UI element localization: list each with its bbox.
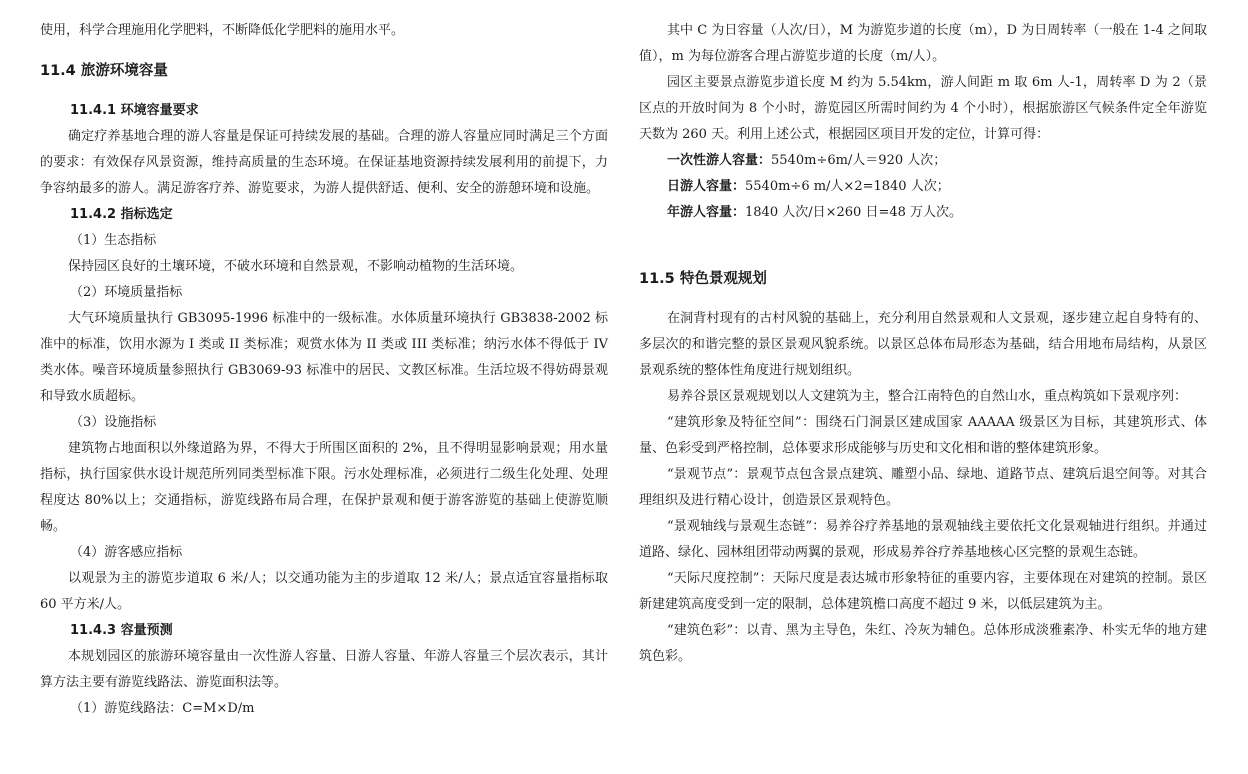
paragraph: “天际尺度控制”：天际尺度是表达城市形象特征的重要内容，主要体现在对建筑的控制。景区新建建筑高度受到一定的限制，总体建筑檐口高度不超过 9 米，以低层建筑为主。 [639, 571, 1207, 612]
paragraph: 建筑物占地面积以外缘道路为界，不得大于所围区面积的 2%，且不得明显影响景观；用水量指标，执行国家供水设计规范所列同类型标准下限。污水处理标准，必须进行二级生化处理、处理程度达 80%以上；交通指标，游览线路布局合理，在保护景观和便于游客游览的基础上使游览顺畅。 [40, 441, 608, 534]
section-heading-11-5: 11.5 特色景观规划 [639, 271, 767, 287]
list-item: （1）游览线路法：C=M×D/m [70, 701, 255, 716]
list-item: （2）环境质量指标 [70, 285, 183, 300]
paragraph: 使用，科学合理施用化学肥料，不断降低化学肥料的施用水平。 [40, 23, 405, 38]
paragraph: 以观景为主的游览步道取 6 米/人；以交通功能为主的步道取 12 米/人；景点适宜容量指标取 60 平方米/人。 [40, 571, 608, 612]
paragraph: “景观轴线与景观生态链”：易养谷疗养基地的景观轴线主要依托文化景观轴进行组织。并通过道路、绿化、园林组团带动两翼的景观，形成易养谷疗养基地核心区完整的景观生态链。 [639, 519, 1207, 560]
paragraph: 易养谷景区景观规划以人文建筑为主，整合江南特色的自然山水，重点构筑如下景观序列： [667, 389, 1188, 404]
capacity-label: 一次性游人容量： [667, 153, 772, 168]
subsection-heading-11-4-2: 11.4.2 指标选定 [70, 207, 173, 222]
list-item: （3）设施指标 [70, 415, 157, 430]
paragraph: 大气环境质量执行 GB3095-1996 标准中的一级标准。水体质量环境执行 GB3838-2002 标准中的标准，饮用水源为 I 类或 II 类标准；观赏水体为 II 类或 III 类标准；纳污水体不得低于 IV 类水体。噪音环境质量参照执行 GB3069-93 标准中的居民、文教区标准。生活垃圾不得妨碍景观和导致水质超标。 [40, 311, 608, 404]
paragraph: 园区主要景点游览步道长度 M 约为 5.54km，游人间距 m 取 6m 人-1，周转率 D 为 2（景区点的开放时间为 8 个小时，游览园区所需时间约为 4 个小时），根据旅游区气候条件定全年游览天数为 260 天。利用上述公式，根据园区项目开发的定位，计算可得： [639, 75, 1207, 142]
paragraph: 确定疗养基地合理的游人容量是保证可持续发展的基础。合理的游人容量应同时满足三个方面的要求：有效保存风景资源，维持高质量的生态环境。在保证基地资源持续发展利用的前提下，力争容纳最多的游人。满足游客疗养、游览要求，为游人提供舒适、便利、安全的游憩环境和设施。 [40, 129, 608, 196]
paragraph: 在洞背村现有的古村风貌的基础上，充分利用自然景观和人文景观，逐步建立起自身特有的、多层次的和谐完整的景区景观风貌系统。以景区总体布局形态为基础，结合用地布局结构，从景区景观系统的整体性角度进行规划组织。 [639, 311, 1207, 378]
capacity-value: 5540m÷6m/人＝920 人次； [771, 153, 947, 168]
capacity-line-daily [639, 174, 1207, 200]
paragraph: 本规划园区的旅游环境容量由一次性游人容量、日游人容量、年游人容量三个层次表示，其计算方法主要有游览线路法、游览面积法等。 [40, 649, 608, 690]
paragraph: 保持园区良好的土壤环境，不破水环境和自然景观，不影响动植物的生活环境。 [68, 259, 524, 274]
paragraph: 其中 C 为日容量（人次/日），M 为游览步道的长度（m），D 为日周转率（一般在 1-4 之间取值），m 为每位游客合理占游览步道的长度（m/人）。 [639, 23, 1207, 64]
list-item: （1）生态指标 [70, 233, 157, 248]
paragraph: “建筑色彩”：以青、黑为主导色，朱红、冷灰为辅色。总体形成淡雅素净、朴实无华的地方建筑色彩。 [639, 623, 1207, 664]
capacity-value: 5540m÷6 m/人×2=1840 人次； [745, 179, 950, 194]
left-column [40, 18, 608, 722]
subsection-heading-11-4-3: 11.4.3 容量预测 [70, 623, 173, 638]
right-column [639, 18, 1207, 670]
capacity-value: 1840 人次/日×260 日=48 万人次。 [745, 205, 963, 220]
section-heading-11-4: 11.4 旅游环境容量 [40, 63, 168, 79]
paragraph: “建筑形象及特征空间”：围绕石门洞景区建成国家 AAAAA 级景区为目标，其建筑形式、体量、色彩受到严格控制，总体要求形成能够与历史和文化相和谐的整体建筑形象。 [639, 415, 1207, 456]
capacity-label: 年游人容量： [667, 205, 746, 220]
capacity-line-annual [639, 200, 1207, 226]
list-item: （4）游客感应指标 [70, 545, 183, 560]
paragraph: “景观节点”：景观节点包含景点建筑、雕塑小品、绿地、道路节点、建筑后退空间等。对其合理组织及进行精心设计，创造景区景观特色。 [639, 467, 1207, 508]
subsection-heading-11-4-1: 11.4.1 环境容量要求 [70, 103, 199, 118]
capacity-label: 日游人容量： [667, 179, 746, 194]
capacity-line-once [639, 148, 1207, 174]
